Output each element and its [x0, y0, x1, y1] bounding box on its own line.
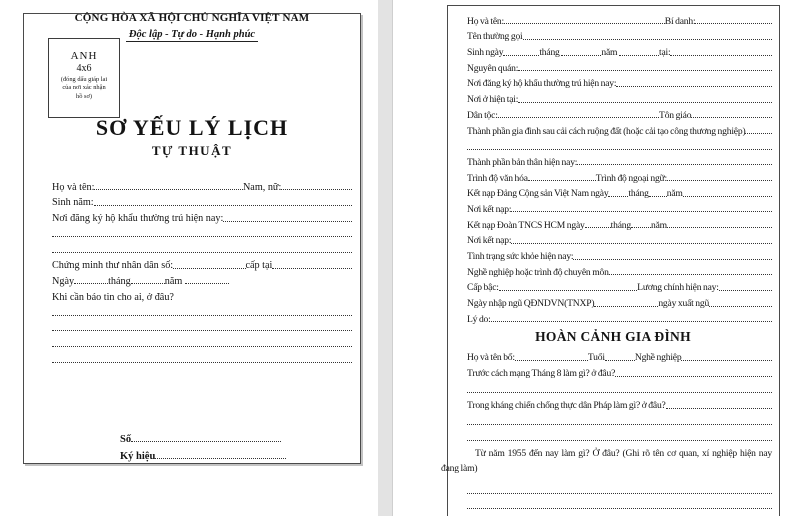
dotted-leader [511, 211, 772, 212]
form-line [467, 411, 772, 427]
dotted-leader [52, 346, 352, 347]
form-label: Họ và tên: [52, 181, 95, 193]
form-line [467, 379, 772, 395]
dotted-leader [155, 458, 286, 459]
form-label: Dân tộc: [467, 109, 498, 121]
form-label: Nghề nghiệp hoặc trình độ chuyên môn [467, 266, 609, 278]
form-label: Thành phần bản thân hiện nay: [467, 156, 578, 168]
section-title-family-circumstances: HOÀN CẢNH GIA ĐÌNH [535, 329, 691, 344]
form-label: Tuổi [587, 352, 605, 363]
dotted-leader [573, 259, 772, 260]
photo-box [48, 38, 120, 118]
form-line [52, 287, 352, 303]
form-line [467, 347, 772, 363]
form-label: Nơi đăng ký hộ khẩu thường trú hiện nay: [467, 78, 617, 90]
form-line [467, 152, 772, 168]
dotted-leader [467, 508, 772, 509]
dotted-leader [631, 227, 651, 228]
form-label: cấp tại [245, 260, 273, 272]
form-label: tháng [610, 219, 631, 231]
photo-note-line: (đóng dấu giáp lai [60, 76, 108, 83]
right-form-lines-family [467, 347, 772, 443]
form-label: Ngày [52, 275, 75, 287]
dotted-leader [173, 268, 245, 269]
form-label: Kết nạp Đoàn TNCS HCM ngày [467, 219, 585, 231]
form-line [467, 262, 772, 278]
dotted-leader [523, 39, 772, 40]
form-label: Trình độ văn hóa [467, 172, 528, 184]
form-line [52, 303, 352, 319]
form-label: Nam, nữ: [242, 181, 282, 193]
form-line [467, 137, 772, 153]
form-line [52, 318, 352, 334]
form-label: Tên thường gọi [467, 31, 523, 43]
ky-hieu-label: Ký hiệu [120, 450, 156, 462]
dotted-leader [223, 221, 352, 222]
dotted-leader [518, 70, 772, 71]
right-form-lines-personal [467, 11, 772, 325]
form-line [52, 271, 352, 287]
form-line [467, 121, 772, 137]
dotted-leader [281, 189, 352, 190]
form-label: tháng [628, 188, 649, 200]
form-label: Nơi ở hiện tại: [467, 94, 519, 106]
form-label: Trước cách mạng Tháng 8 làm gì? ở đâu? [467, 368, 616, 379]
form-line [467, 496, 772, 511]
form-label: ngày xuất ngũ [658, 298, 710, 310]
dotted-leader [683, 196, 772, 197]
form-line [467, 246, 772, 262]
form-label: Sinh năm: [52, 197, 94, 209]
dotted-leader [467, 493, 772, 494]
national-title: CỘNG HÒA XÃ HỘI CHỦ NGHĨA VIỆT NAM [74, 12, 310, 24]
dotted-leader [467, 392, 772, 393]
photo-note-line: hồ sơ) [76, 92, 92, 100]
dotted-leader [585, 227, 611, 228]
dotted-leader [515, 360, 588, 361]
form-line [467, 309, 772, 325]
form-label: Sinh ngày [467, 47, 504, 59]
form-line [467, 427, 772, 443]
form-line [52, 255, 352, 271]
form-label: Trong kháng chiến chống thực dân Pháp làm gì? ở đâu? [467, 400, 666, 411]
form-label: Nơi kết nạp: [467, 235, 512, 247]
dotted-leader [511, 243, 772, 244]
form-line [467, 481, 772, 496]
form-line [467, 215, 772, 231]
form-label: tháng [539, 47, 562, 59]
so-label: Số [120, 433, 132, 445]
form-line [467, 27, 772, 43]
dotted-leader [528, 180, 596, 181]
form-label: Họ và tên: [467, 15, 504, 27]
dotted-leader [491, 321, 772, 322]
dotted-leader [467, 424, 772, 425]
form-line [52, 208, 352, 224]
form-label: Nơi đăng ký hộ khẩu thường trú hiện nay: [52, 213, 224, 225]
left-footer [120, 428, 295, 462]
form-line [52, 240, 352, 256]
dotted-leader [52, 330, 352, 331]
dotted-leader [681, 360, 772, 361]
form-label: tại: [658, 47, 671, 59]
dotted-leader [666, 408, 772, 409]
form-line [467, 184, 772, 200]
form-label: Lương chính hiện nay: [637, 282, 719, 294]
form-label: Kết nạp Đảng Cộng sản Việt Nam ngày [467, 188, 609, 200]
dotted-leader [498, 117, 659, 118]
dotted-leader [577, 164, 772, 165]
form-label: Tình trạng sức khỏe hiện nay: [467, 251, 574, 262]
form-label: năm [666, 188, 683, 200]
dotted-leader [52, 362, 352, 363]
form-label: Chứng minh thư nhân dân số: [52, 260, 174, 272]
form-line [467, 231, 772, 247]
dotted-leader [649, 196, 667, 197]
form-line [467, 395, 772, 411]
form-label: Thành phần gia đình sau cải cách ruộng đất (hoặc cải tạo công thương nghiệp) [467, 125, 746, 137]
form-label: Bí danh: [664, 15, 696, 27]
form-line [52, 193, 352, 209]
form-line [467, 105, 772, 121]
dotted-leader [605, 360, 635, 361]
dotted-leader [499, 290, 637, 291]
dotted-leader [709, 306, 772, 307]
photo-note [49, 76, 119, 101]
form-label: Trình độ ngoại ngữ: [595, 172, 668, 184]
dotted-leader [608, 196, 628, 197]
form-line [467, 11, 772, 27]
dotted-leader [503, 55, 539, 56]
dotted-leader [185, 283, 229, 284]
dotted-leader [561, 55, 601, 56]
form-line [120, 445, 295, 462]
dotted-leader [594, 306, 658, 307]
paragraph-line: Từ năm 1955 đến nay làm gì? Ở đâu? (Ghi rõ tên cơ quan, xí nghiệp hiện nay [475, 448, 772, 459]
dotted-leader [74, 283, 108, 284]
form-label: năm [164, 275, 185, 287]
form-label: Lý do: [467, 313, 491, 325]
form-line [52, 334, 352, 350]
form-line [467, 168, 772, 184]
form-line [467, 74, 772, 90]
dotted-leader [504, 23, 665, 24]
form-line [467, 58, 772, 74]
form-label: năm [650, 219, 667, 231]
dotted-leader [467, 149, 772, 150]
dotted-leader [52, 315, 352, 316]
form-line [467, 199, 772, 215]
form-line [467, 89, 772, 105]
dotted-leader [52, 252, 352, 253]
dotted-leader [94, 205, 352, 206]
form-line [120, 428, 295, 445]
form-label: năm [601, 47, 619, 59]
dotted-leader [272, 268, 352, 269]
form-label: Ngày nhập ngũ QĐNDVN(TNXP) [467, 298, 595, 310]
form-subtitle: TỰ THUẬT [151, 143, 233, 158]
form-line [467, 293, 772, 309]
dotted-leader [667, 180, 772, 181]
form-label: tháng [108, 275, 131, 287]
dotted-leader [616, 86, 772, 87]
dotted-leader [619, 55, 659, 56]
dotted-leader [667, 227, 772, 228]
form-title: SƠ YẾU LÝ LỊCH [95, 115, 289, 140]
form-line [52, 350, 352, 366]
dotted-leader [467, 440, 772, 441]
dotted-leader [615, 376, 772, 377]
photo-label: ANH [70, 50, 98, 62]
form-label: Nguyên quán: [467, 62, 519, 74]
dotted-leader [518, 102, 772, 103]
dotted-leader [745, 133, 772, 134]
form-label: Nơi kết nạp: [467, 203, 512, 215]
paragraph-line: đang làm) [441, 463, 478, 474]
photo-note-line: của nơi xác nhận [62, 84, 106, 92]
form-label: Khi cần báo tin cho ai, ở đâu? [52, 291, 174, 303]
dotted-leader [131, 441, 281, 442]
form-line [52, 177, 352, 193]
dotted-leader [609, 274, 772, 275]
form-line [467, 363, 772, 379]
form-label: Cấp bậc: [467, 282, 499, 294]
paragraph-since-1955 [441, 446, 772, 476]
left-form-lines [52, 177, 352, 365]
motto-text: Độc lập - Tự do - Hạnh phúc [126, 29, 258, 42]
form-label: Họ và tên bố: [467, 352, 515, 363]
dotted-leader [719, 290, 772, 291]
right-form-lines-bottom [467, 481, 772, 511]
form-label: Nghề nghiệp [634, 352, 682, 363]
form-line [467, 278, 772, 294]
form-line [467, 42, 772, 58]
dotted-leader [52, 236, 352, 237]
form-label: Tôn giáo [659, 109, 692, 121]
dotted-leader [94, 189, 243, 190]
form-line [52, 224, 352, 240]
dotted-leader [695, 23, 772, 24]
dotted-leader [691, 117, 772, 118]
dotted-leader [670, 55, 772, 56]
photo-size-label: 4x6 [76, 63, 92, 74]
dotted-leader [131, 283, 165, 284]
